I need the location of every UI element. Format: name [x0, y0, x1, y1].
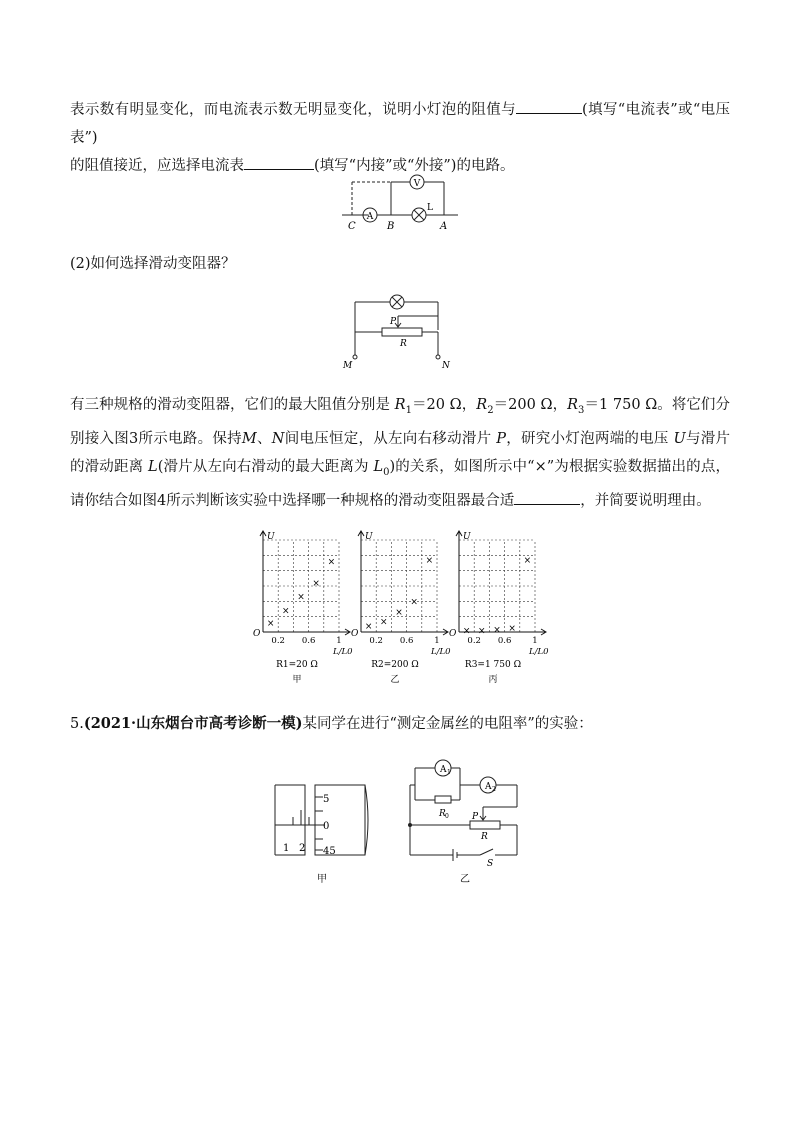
x-tick-label: 1	[434, 636, 440, 646]
caption-jia: 甲	[317, 874, 327, 885]
x-axis-label: L/L0	[333, 647, 353, 657]
x-tick-label: 1	[336, 636, 342, 646]
sleeve-1-label: 1	[283, 843, 290, 854]
ammeter-a1-label: A	[440, 765, 447, 775]
lamp-label: L	[427, 203, 433, 213]
x-tick-label: 0.6	[301, 636, 316, 646]
thimble-45-label: 45	[323, 846, 336, 857]
answer-blank-2[interactable]	[244, 153, 314, 170]
data-point: ×	[327, 557, 336, 568]
origin-label: O	[351, 629, 359, 639]
data-point: ×	[508, 624, 516, 635]
question-rheostat-paragraph: 有三种规格的滑动变阻器，它们的最大阻值分别是 $R_1=20$ Ω，$R_2=200$ Ω，$R_3=1$ 750 Ω。将它们分别接入图3所示电路。保持M、N间电压恒定，从左向右移动滑片 P，研究小灯泡两端的电压 U与滑片的滑动距离 L(滑片从左向右滑动的最大距离为 $L_0$)的关系，如图所示中“×”为根据实验数据描出的点，请你结合如图4所示判断该实验中选择哪一种规格的滑动变阻器最合适 ，并简要说明理由。	[70, 397, 731, 509]
answer-blank-1[interactable]	[516, 97, 582, 114]
chart-caption: R3=1 750 Ω	[464, 660, 522, 670]
node-b-label: B	[387, 221, 395, 232]
rheostat-symbol	[382, 328, 422, 336]
y-axis-label: U	[267, 532, 275, 542]
svg-text:2: 2	[492, 786, 496, 793]
data-point: ×	[364, 621, 373, 632]
data-point: ×	[462, 626, 471, 637]
circuit-figure-1	[330, 172, 470, 234]
x-tick-label: 0.6	[399, 636, 414, 646]
data-point: ×	[425, 555, 434, 566]
terminal-n-label: N	[442, 361, 450, 371]
sleeve-2-label: 2	[299, 843, 306, 854]
x-tick-label: 1	[532, 636, 538, 646]
origin-label: O	[253, 629, 261, 639]
measurement-circuit	[409, 760, 518, 861]
circuit-figure-2	[340, 290, 460, 372]
x-tick-label: 0.6	[497, 636, 512, 646]
rheostat-label: R	[400, 339, 407, 349]
y-axis-label: U	[365, 532, 373, 542]
chart-title: 丙	[488, 675, 498, 685]
question-source: (2021·山东烟台市高考诊断一模)	[83, 715, 303, 732]
svg-text:0: 0	[445, 813, 449, 820]
rheostat-r-label: R	[481, 832, 488, 842]
data-point: ×	[266, 618, 275, 629]
data-point: ×	[478, 626, 486, 637]
x-tick-label: 0.2	[369, 636, 383, 646]
charts-figure	[245, 530, 555, 690]
caption-yi: 乙	[460, 874, 470, 885]
data-point: ×	[297, 592, 305, 603]
chart-title: 甲	[292, 675, 302, 685]
data-point: ×	[282, 606, 290, 617]
chart-title: 乙	[390, 675, 400, 685]
question-2-heading: (2)如何选择滑动变阻器？	[70, 256, 236, 272]
x-axis-label: L/L0	[431, 647, 451, 657]
node-a-label: A	[440, 221, 448, 232]
answer-blank-3[interactable]	[514, 488, 580, 505]
chart-caption: R1=20 Ω	[276, 660, 318, 670]
x-tick-label: 0.2	[271, 636, 285, 646]
y-axis-label: U	[463, 532, 471, 542]
node-c-label: C	[348, 221, 356, 232]
data-point: ×	[523, 555, 532, 566]
switch-s-label: S	[487, 859, 494, 869]
thimble-5-label: 5	[323, 794, 330, 805]
slider-label: P	[390, 317, 397, 327]
terminal-m-label: M	[343, 361, 353, 371]
ammeter-label: A	[366, 212, 374, 222]
question-meter-paragraph: 表示数有明显变化，而电流表示数无明显变化，说明小灯泡的阻值与 (填写“电流表”或“电压表”) 的阻值接近，应选择电流表 (填写“内接”或“外接”)的电路。	[70, 96, 730, 180]
origin-label: O	[449, 629, 457, 639]
ammeter-a2-label: A	[485, 782, 492, 792]
data-point: ×	[410, 597, 418, 608]
thimble-0-label: 0	[323, 821, 330, 832]
x-axis-label: L/L0	[529, 647, 549, 657]
resistor-r0-label: R	[439, 809, 446, 819]
data-point: ×	[380, 617, 388, 628]
svg-text:1: 1	[447, 769, 451, 776]
terminal-n	[436, 355, 440, 359]
chart-caption: R2=200 Ω	[371, 660, 419, 670]
data-point: ×	[312, 578, 320, 589]
data-point: ×	[493, 625, 501, 636]
x-tick-label: 0.2	[467, 636, 481, 646]
experiment-figure	[265, 755, 535, 885]
voltmeter-label: V	[413, 179, 421, 189]
data-point: ×	[395, 608, 403, 619]
slider-p-label: P	[472, 812, 479, 822]
question-5-line: 5.(2021·山东烟台市高考诊断一模)某同学在进行“测定金属丝的电阻率”的实验：	[70, 715, 593, 732]
terminal-m	[353, 355, 357, 359]
